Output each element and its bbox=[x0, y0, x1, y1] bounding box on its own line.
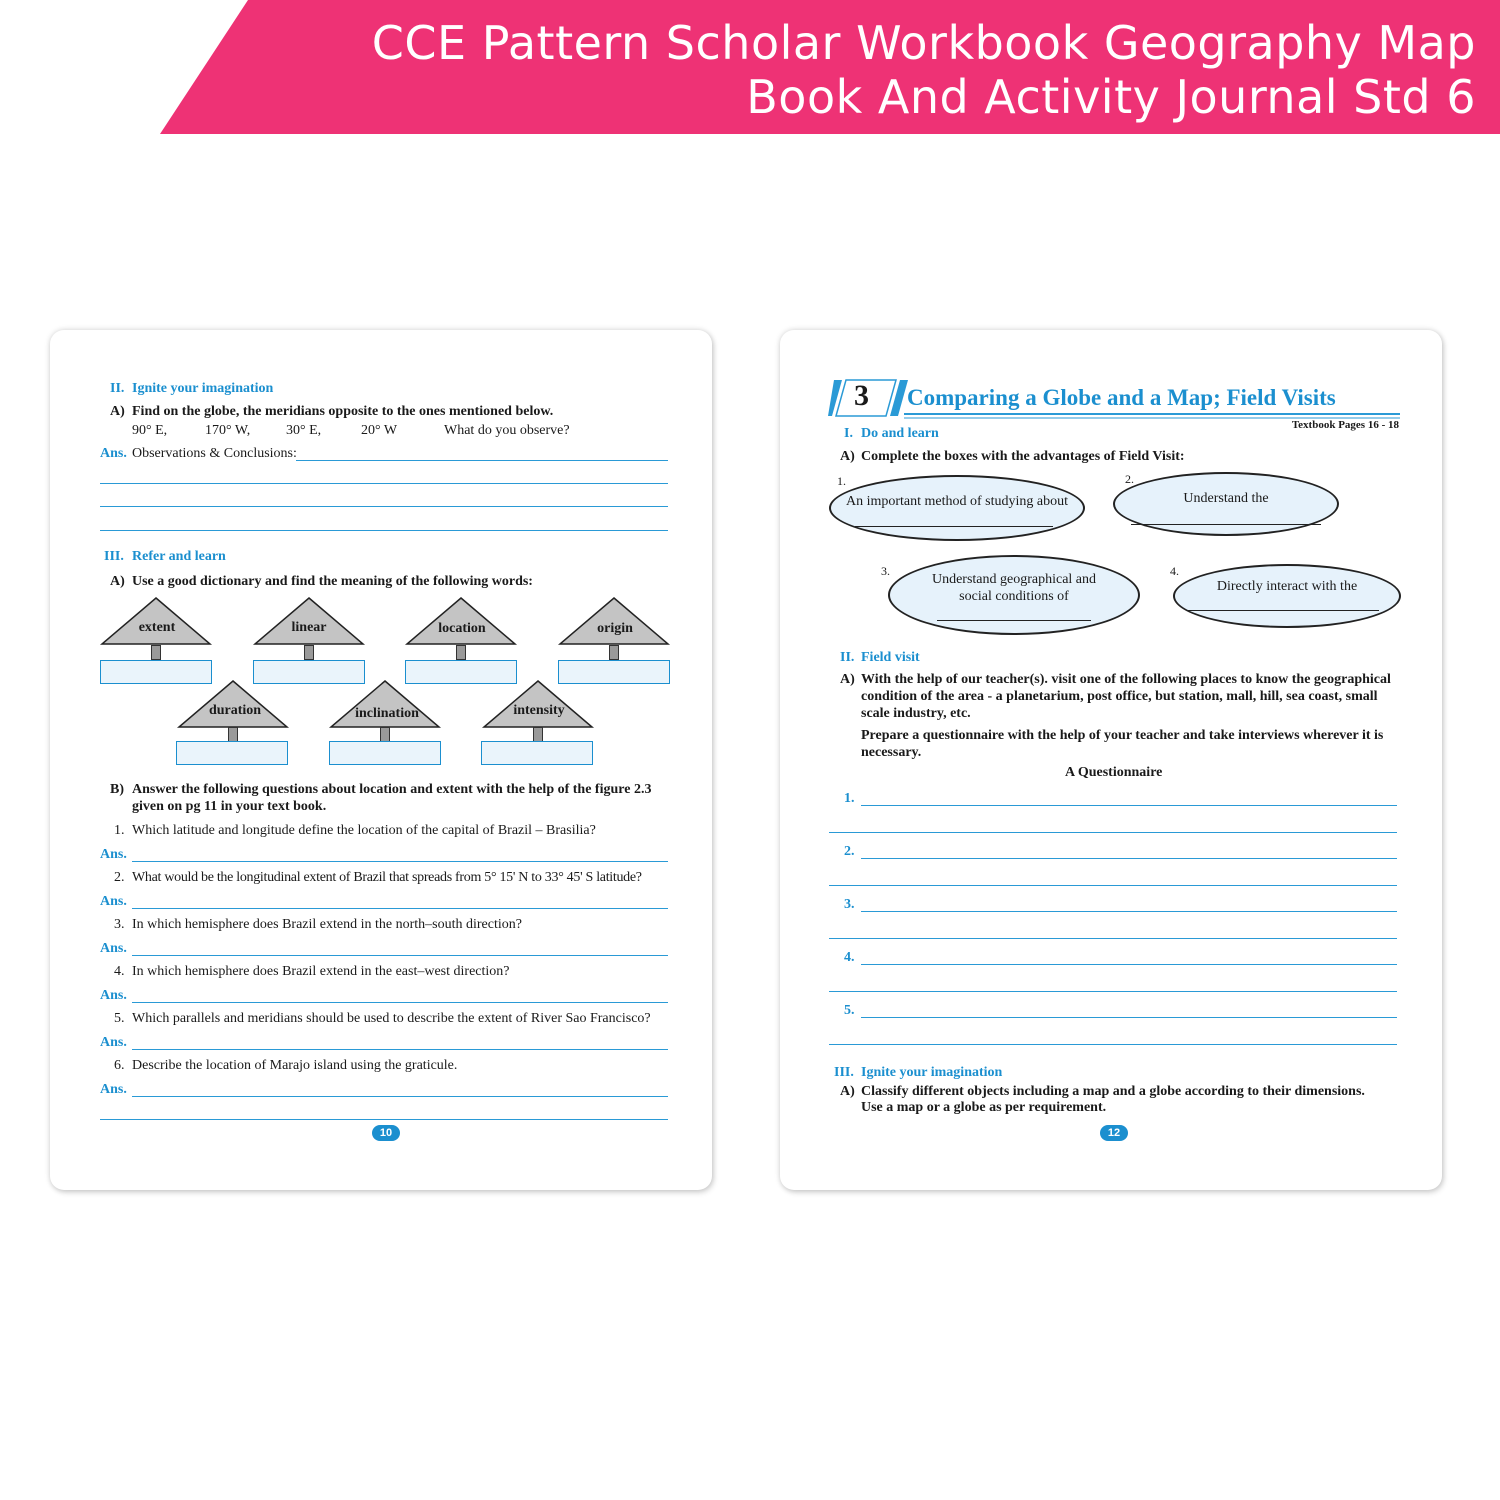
word-linear: linear bbox=[291, 620, 327, 635]
questionnaire-line[interactable] bbox=[861, 858, 1397, 859]
answer-line[interactable] bbox=[100, 1119, 668, 1120]
questionnaire-line[interactable] bbox=[861, 1017, 1397, 1018]
question-number: 6. bbox=[114, 1058, 125, 1073]
meridian-value: 90° E, bbox=[132, 423, 168, 438]
question-text: scale industry, etc. bbox=[861, 706, 971, 721]
question-label: A) bbox=[840, 672, 855, 687]
meaning-box-inclination[interactable] bbox=[329, 741, 441, 765]
triangle-stem bbox=[151, 645, 161, 660]
question-text: Which latitude and longitude define the location of the capital of Brazil – Brasilia? bbox=[132, 823, 596, 838]
question-text: Describe the location of Marajo island using the graticule. bbox=[132, 1058, 458, 1073]
meridian-value: 30° E, bbox=[286, 423, 322, 438]
questionnaire-title: A Questionnaire bbox=[1065, 765, 1163, 780]
advantage-box-4[interactable] bbox=[1173, 564, 1401, 628]
answer-line[interactable] bbox=[296, 460, 668, 461]
questionnaire-line[interactable] bbox=[829, 1044, 1397, 1045]
meridian-value: 20° W bbox=[361, 423, 398, 438]
triangle-stem bbox=[380, 727, 390, 742]
meridian-value: 170° W, bbox=[205, 423, 251, 438]
section-title: Do and learn bbox=[861, 426, 939, 441]
answer-label: Ans. bbox=[100, 1035, 127, 1050]
question-text: Complete the boxes with the advantages of Field Visit: bbox=[861, 449, 1185, 464]
chapter-number: 3 bbox=[854, 379, 869, 412]
section-title: Ignite your imagination bbox=[861, 1065, 1003, 1080]
fill-line[interactable] bbox=[937, 620, 1091, 621]
observe-question: What do you observe? bbox=[444, 423, 570, 438]
question-text: Use a good dictionary and find the meaning of the following words: bbox=[132, 574, 533, 589]
question-label: B) bbox=[110, 782, 124, 797]
box-number: 1. bbox=[837, 474, 846, 488]
answer-line[interactable] bbox=[100, 506, 668, 507]
question-text: necessary. bbox=[861, 745, 922, 760]
meaning-box-duration[interactable] bbox=[176, 741, 288, 765]
question-number: 1. bbox=[114, 823, 125, 838]
answer-line[interactable] bbox=[132, 908, 668, 909]
answer-label: Ans. bbox=[100, 988, 127, 1003]
question-text: condition of the area - a planetarium, post office, but station, mall, hill, sea coast, small bbox=[861, 689, 1378, 704]
question-label: A) bbox=[110, 404, 125, 419]
box-text: Directly interact with the bbox=[1216, 579, 1358, 594]
question-text: With the help of our teacher(s). visit one of the following places to know the geographical bbox=[861, 672, 1391, 687]
section-title: Refer and learn bbox=[132, 549, 226, 564]
answer-label: Ans. bbox=[100, 847, 127, 862]
answer-line[interactable] bbox=[100, 483, 668, 484]
box-number: 2. bbox=[1125, 472, 1134, 486]
answer-line[interactable] bbox=[132, 861, 668, 862]
question-text: Prepare a questionnaire with the help of your teacher and take interviews wherever it is bbox=[861, 728, 1384, 743]
box-text: An important method of studying about bbox=[845, 494, 1069, 509]
answer-label: Ans. bbox=[100, 894, 127, 909]
questionnaire-line[interactable] bbox=[861, 805, 1397, 806]
section-number: II. bbox=[840, 650, 855, 665]
question-label: A) bbox=[840, 1084, 855, 1099]
answer-label: Ans. bbox=[100, 941, 127, 956]
answer-line[interactable] bbox=[132, 1049, 668, 1050]
question-text: In which hemisphere does Brazil extend in the north–south direction? bbox=[132, 917, 522, 932]
workbook-page-10 bbox=[50, 330, 712, 1190]
questionnaire-line[interactable] bbox=[861, 911, 1397, 912]
answer-line[interactable] bbox=[132, 1096, 668, 1097]
fill-line[interactable] bbox=[1131, 524, 1321, 525]
question-number: 2. bbox=[114, 870, 125, 885]
section-title: Field visit bbox=[861, 650, 920, 665]
workbook-page-12 bbox=[780, 330, 1442, 1190]
question-number: 5. bbox=[114, 1011, 125, 1026]
questionnaire-line[interactable] bbox=[861, 964, 1397, 965]
questionnaire-number: 5. bbox=[844, 1003, 855, 1018]
question-text: Find on the globe, the meridians opposite to the ones mentioned below. bbox=[132, 404, 554, 419]
answer-label: Ans. bbox=[100, 446, 127, 461]
triangle-stem bbox=[228, 727, 238, 742]
answer-line[interactable] bbox=[100, 530, 668, 531]
question-number: 3. bbox=[114, 917, 125, 932]
page-number: 10 bbox=[372, 1125, 400, 1141]
question-text: In which hemisphere does Brazil extend in the east–west direction? bbox=[132, 964, 510, 979]
box-number: 4. bbox=[1170, 564, 1179, 578]
banner-title-line2: Book And Activity Journal Std 6 bbox=[746, 70, 1476, 124]
questionnaire-line[interactable] bbox=[829, 991, 1397, 992]
box-text: Understand the bbox=[1183, 491, 1269, 506]
question-text: Answer the following questions about location and extent with the help of the figure 2.3 bbox=[132, 782, 652, 797]
question-text: Which parallels and meridians should be used to describe the extent of River Sao Francisco? bbox=[132, 1011, 651, 1026]
answer-label: Ans. bbox=[100, 1082, 127, 1097]
section-number: II. bbox=[110, 381, 125, 396]
word-duration: duration bbox=[208, 703, 262, 718]
triangle-stem bbox=[304, 645, 314, 660]
meaning-box-intensity[interactable] bbox=[481, 741, 593, 765]
title-banner bbox=[0, 0, 1500, 134]
section-number: III. bbox=[104, 549, 124, 564]
page-number: 12 bbox=[1100, 1125, 1128, 1141]
answer-line[interactable] bbox=[132, 1002, 668, 1003]
questionnaire-number: 4. bbox=[844, 950, 855, 965]
word-origin: origin bbox=[597, 621, 633, 636]
word-triangles-row2 bbox=[50, 675, 712, 735]
word-location: location bbox=[438, 621, 486, 636]
triangle-stem bbox=[456, 645, 466, 660]
section-title: Ignite your imagination bbox=[132, 381, 274, 396]
triangle-stem bbox=[609, 645, 619, 660]
triangle-stem bbox=[533, 727, 543, 742]
banner-title-line1: CCE Pattern Scholar Workbook Geography Map bbox=[371, 16, 1476, 70]
box-text: Understand geographical and bbox=[931, 572, 1097, 587]
box-text: social conditions of bbox=[959, 589, 1069, 604]
banner-title bbox=[372, 16, 1476, 124]
textbook-pages: Textbook Pages 16 - 18 bbox=[1291, 419, 1399, 431]
question-label: A) bbox=[840, 449, 855, 464]
section-number: I. bbox=[844, 426, 853, 441]
answer-line[interactable] bbox=[132, 955, 668, 956]
section-number: III. bbox=[834, 1065, 854, 1080]
observations-label: Observations & Conclusions: bbox=[132, 446, 297, 461]
question-text: Classify different objects including a map and a globe according to their dimensions. bbox=[861, 1084, 1365, 1099]
word-inclination: inclination bbox=[355, 706, 419, 721]
questionnaire-line[interactable] bbox=[829, 832, 1397, 833]
question-text: given on pg 11 in your text book. bbox=[132, 799, 327, 814]
fill-line[interactable] bbox=[1187, 610, 1379, 611]
word-intensity: intensity bbox=[513, 703, 565, 718]
questionnaire-line[interactable] bbox=[829, 885, 1397, 886]
question-number: 4. bbox=[114, 964, 125, 979]
box-number: 3. bbox=[881, 564, 890, 578]
fill-line[interactable] bbox=[855, 526, 1053, 527]
word-extent: extent bbox=[138, 620, 176, 635]
question-text: What would be the longitudinal extent of Brazil that spreads from 5° 15' N to 33° 45' S latitude? bbox=[132, 870, 642, 885]
questionnaire-number: 2. bbox=[844, 844, 855, 859]
questionnaire-number: 1. bbox=[844, 791, 855, 806]
question-text: Use a map or a globe as per requirement. bbox=[861, 1100, 1107, 1115]
questionnaire-line[interactable] bbox=[829, 938, 1397, 939]
questionnaire-number: 3. bbox=[844, 897, 855, 912]
question-label: A) bbox=[110, 574, 125, 589]
chapter-title: Comparing a Globe and a Map; Field Visits bbox=[907, 385, 1336, 410]
